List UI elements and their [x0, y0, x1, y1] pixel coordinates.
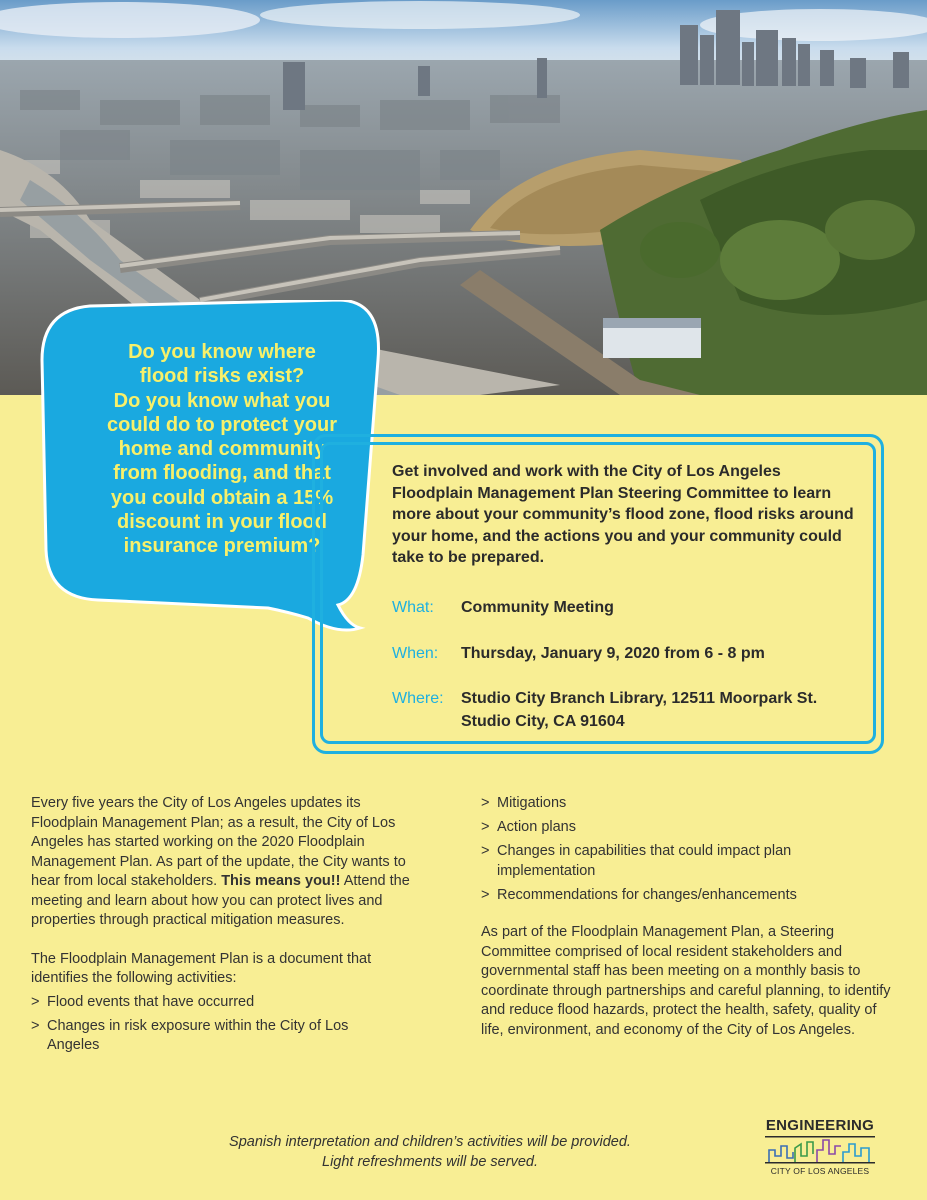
bullet-arrow-icon: > [481, 819, 490, 835]
list-item [481, 794, 891, 814]
left-column [31, 794, 431, 1060]
list-item [31, 1017, 382, 1056]
activities-list-right [481, 794, 891, 905]
where-value-line2: Studio City, CA 91604 [461, 713, 625, 730]
list-item-text: Changes in capabilities that could impact plan implementation [497, 843, 792, 879]
when-value: Thursday, January 9, 2020 from 6 - 8 pm [461, 645, 765, 662]
bubble-line: insurance premium? [123, 535, 321, 558]
list-item-text: Mitigations [497, 795, 567, 811]
bullet-arrow-icon: > [31, 1017, 40, 1034]
footer-line-1: Spanish interpretation and children’s activities will be provided. [229, 1134, 631, 1150]
bullet-arrow-icon: > [481, 886, 490, 903]
engineering-logo [765, 1117, 875, 1179]
when-label: When: [392, 645, 439, 662]
intro-paragraph [31, 794, 431, 931]
list-item [481, 842, 847, 881]
list-item-text: Recommendations for changes/enhancements [497, 886, 797, 903]
intro-paragraph-start: Every five years the City of Los Angeles updates its Floodplain Management Plan; as a result, the City of Los Angeles has started working on the 2020 Floodplain Management Plan. As part of the update, the City wants to hear from local stakeholders. [31, 795, 406, 889]
logo-title: ENGINEERING [765, 1117, 875, 1134]
bullet-arrow-icon: > [481, 843, 490, 859]
bubble-line: from flooding, and that [113, 462, 331, 485]
bubble-line: home and community [118, 438, 326, 461]
bubble-line: could do to protect your [107, 413, 337, 436]
bubble-line: flood risks exist? [139, 365, 305, 388]
skyline-logo-icon [765, 1136, 875, 1164]
bubble-line: discount in your flood [117, 511, 327, 534]
bubble-line: Do you know where [128, 341, 316, 363]
where-label: Where: [392, 690, 444, 707]
plan-description-paragraph: The Floodplain Management Plan is a document that identifies the following activities: [31, 950, 372, 986]
what-value: Community Meeting [461, 599, 614, 616]
list-item [481, 886, 891, 906]
right-column [481, 794, 891, 1040]
bullet-arrow-icon: > [31, 993, 40, 1010]
list-item-text: Changes in risk exposure within the City of Los Angeles [47, 1017, 349, 1053]
list-item-text: Action plans [497, 819, 576, 835]
what-label: What: [392, 599, 434, 616]
logo-subtitle: CITY OF LOS ANGELES [770, 1166, 870, 1176]
footer-note [160, 1133, 700, 1172]
steering-committee-paragraph: As part of the Floodplain Management Plan, a Steering Committee comprised of local resident stakeholders and governmental staff has been meeting on a monthly basis to coordinate through partnerships and careful planning, to identify and reduce flood hazards, protect the health, safety, quality of life, environment, and economy of the City of Los Angeles. [481, 924, 891, 1038]
where-value-line1: Studio City Branch Library, 12511 Moorpark St. [461, 690, 818, 707]
bubble-line: you could obtain a 15% [110, 486, 334, 509]
footer-line-2: Light refreshments will be served. [322, 1153, 538, 1170]
event-intro-text: Get involved and work with the City of Los Angeles Floodplain Management Plan Steering Committee to learn more about your community’s flood zone, flood risks around your home, and the actions you and your community could take to be prepared. [392, 463, 854, 566]
bullet-arrow-icon: > [481, 795, 490, 811]
list-item [481, 818, 891, 838]
bubble-line: Do you know what you [113, 389, 331, 412]
list-item-text: Flood events that have occurred [47, 993, 255, 1010]
activities-list-left [31, 993, 431, 1056]
list-item [31, 993, 431, 1013]
intro-paragraph-end: Attend the meeting and learn about how you can protect lives and properties through practical mitigation measures. [31, 873, 410, 928]
intro-paragraph-emphasis: This means you!! [221, 873, 341, 889]
